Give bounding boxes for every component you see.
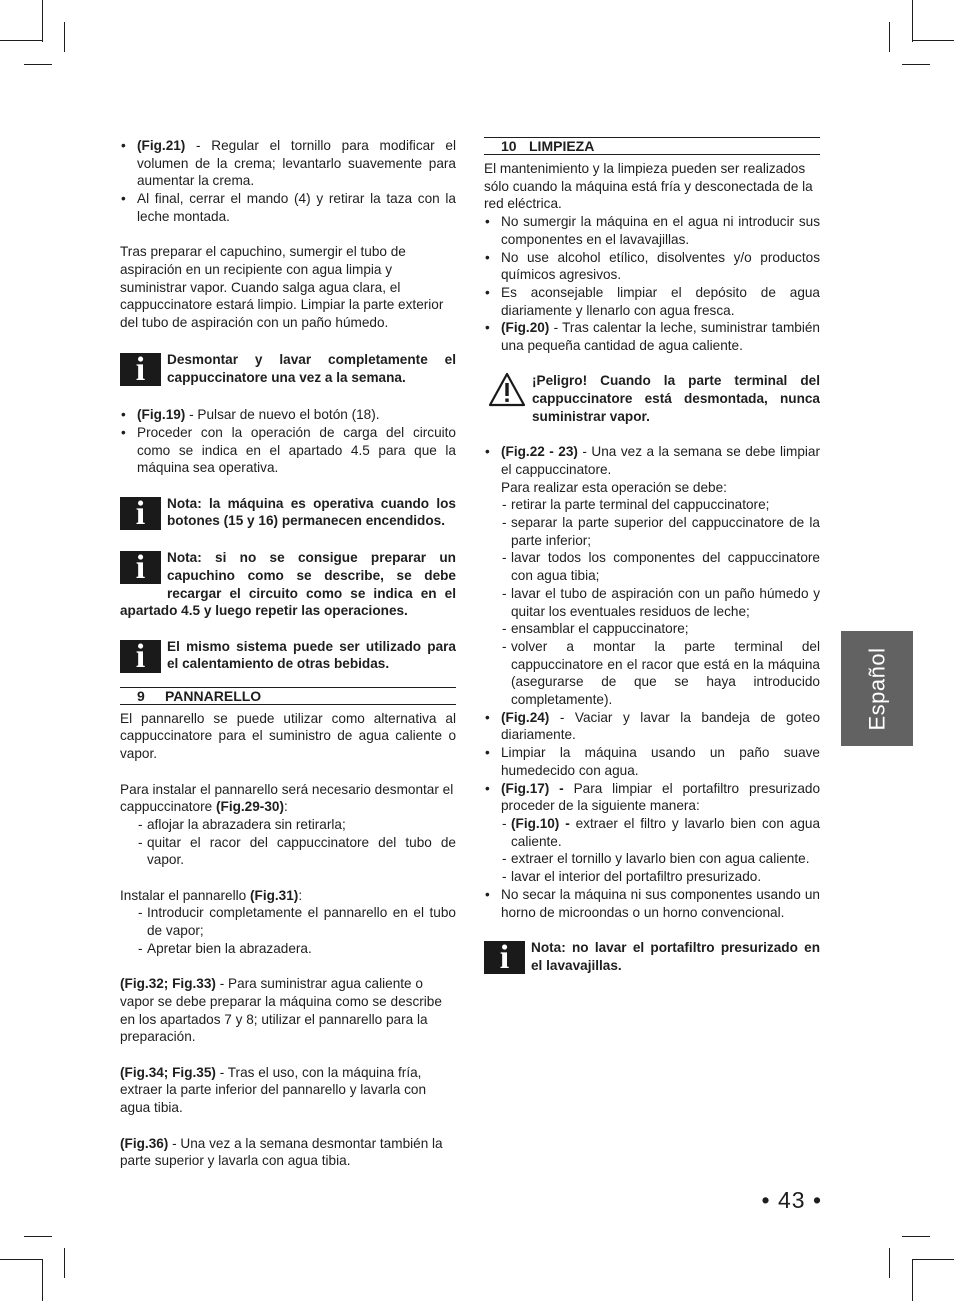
list-item: - lavar el interior del portafiltro presurizado. <box>484 868 820 886</box>
info-icon: i <box>120 353 161 386</box>
list-item: - Apretar bien la abrazadera. <box>120 940 456 958</box>
crop-mark <box>24 64 52 65</box>
paragraph: El mantenimiento y la limpieza pueden ser realizados sólo cuando la máquina está fría y desconectada de la red eléctrica. <box>484 161 813 212</box>
crop-mark <box>889 1248 890 1278</box>
crop-mark <box>42 1259 43 1301</box>
info-icon: i <box>120 497 161 530</box>
list-item: • (Fig.24) - Vaciar y lavar la bandeja de goteo diariamente. <box>484 709 820 744</box>
list-item: - aflojar la abrazadera sin retirarla; <box>120 816 456 834</box>
language-tab: Español <box>841 631 913 746</box>
list-item: - extraer el tornillo y lavarlo bien con agua caliente. <box>484 850 820 868</box>
crop-mark <box>24 1236 52 1237</box>
paragraph: Instalar el pannarello (Fig.31): <box>120 887 303 903</box>
crop-mark <box>889 22 890 52</box>
list-item: • (Fig.21) - Regular el tornillo para modificar el volumen de la crema; levantarlo suavemente para aumentar la crema. <box>120 137 456 190</box>
crop-mark <box>912 1259 954 1260</box>
list-item: - lavar el tubo de aspiración con un paño húmedo y quitar los eventuales residuos de leche; <box>484 585 820 620</box>
list-item: • (Fig.22 - 23) - Una vez a la semana se debe limpiar el cappuccinatore. <box>484 443 820 478</box>
list-item: • Proceder con la operación de carga del circuito como se indica en el apartado 4.5 para que la máquina sea operativa. <box>120 424 456 477</box>
info-note: i Nota: no lavar el portafiltro presurizado en el lavavajillas. <box>484 939 820 976</box>
list-item: - separar la parte superior del cappuccinatore de la parte inferior; <box>484 514 820 549</box>
crop-mark <box>0 1259 42 1260</box>
warning-icon <box>488 372 526 408</box>
paragraph: (Fig.36) - Una vez a la semana desmontar también la parte superior y lavarla con agua tibia. <box>120 1135 443 1169</box>
crop-mark <box>912 1259 913 1301</box>
info-note: i Nota: si no se consigue preparar un capuchino como se describe, se debe recargar el circuito como se indica en el apartado 4.5 y luego repetir las operaciones. <box>120 549 456 619</box>
crop-mark <box>902 1236 930 1237</box>
section-heading-pannarello: 9 PANNARELLO <box>120 687 456 705</box>
list-item: - volver a montar la parte terminal del cappuccinatore en el racor que está en la máquina (asegurarse de que se haya introducido completamente). <box>484 638 820 709</box>
paragraph: (Fig.32; Fig.33) - Para suministrar agua caliente o vapor se debe preparar la máquina como se describe en los apartados 7 y 8; utilizar el pannarello para la preparación. <box>120 976 442 1045</box>
info-icon: i <box>120 640 161 673</box>
page-number: • 43 • <box>761 1187 822 1213</box>
list-item: • Al final, cerrar el mando (4) y retirar la taza con la leche montada. <box>120 190 456 225</box>
crop-mark <box>912 40 954 41</box>
section-heading-limpieza: 10 LIMPIEZA <box>484 137 820 155</box>
list-item: - quitar el racor del cappuccinatore del tubo de vapor. <box>120 834 456 869</box>
list-item: - ensamblar el cappuccinatore; <box>484 620 820 638</box>
left-column <box>120 137 456 1170</box>
list-item: • No sumergir la máquina en el agua ni introducir sus componentes en el lavavajillas. <box>484 213 820 248</box>
crop-mark <box>902 64 930 65</box>
list-item: • No use alcohol etílico, disolventes y/o productos químicos agresivos. <box>484 249 820 284</box>
paragraph-capuchino-cleaning: Tras preparar el capuchino, sumergir el tubo de aspiración en un recipiente con agua limpia y suministrar vapor. Cuando salga agua clara, el cappuccinatore estará limpio. Limpiar la parte exterior del tubo de aspiración con un paño húmedo. <box>120 244 444 331</box>
info-note: i El mismo sistema puede ser utilizado para el calentamiento de otras bebidas. <box>120 638 456 675</box>
list-item: • (Fig.17) - Para limpiar el portafiltro presurizado proceder de la siguiente manera: <box>484 780 820 815</box>
crop-mark <box>64 22 65 52</box>
crop-mark <box>0 40 42 41</box>
paragraph: El pannarello se puede utilizar como alternativa al cappuccinatore para el suministro de agua caliente o vapor. <box>120 710 456 762</box>
warning-note: ¡Peligro! Cuando la parte terminal del cappuccinatore está desmontada, nunca suministrar vapor. <box>484 372 820 425</box>
paragraph: (Fig.34; Fig.35) - Tras el uso, con la máquina fría, extraer la parte inferior del pannarello y lavarla con agua tibia. <box>120 1064 427 1116</box>
list-item: - lavar todos los componentes del cappuccinatore con agua tibia; <box>484 549 820 584</box>
crop-mark <box>64 1248 65 1278</box>
list-item: - Introducir completamente el pannarello en el tubo de vapor; <box>120 904 456 939</box>
info-note: i Nota: la máquina es operativa cuando los botones (15 y 16) permanecen encendidos. <box>120 495 456 532</box>
paragraph: Para instalar el pannarello será necesario desmontar el cappuccinatore (Fig.29-30): <box>120 781 454 815</box>
list-item: - (Fig.10) - extraer el filtro y lavarlo bien con agua caliente. <box>484 815 820 850</box>
crop-mark <box>42 0 43 42</box>
list-item: - retirar la parte terminal del cappuccinatore; <box>484 496 820 514</box>
info-icon: i <box>484 941 525 974</box>
right-column <box>484 137 820 976</box>
info-note: i Desmontar y lavar completamente el cappuccinatore una vez a la semana. <box>120 351 456 388</box>
list-item: • (Fig.19) - Pulsar de nuevo el botón (18). <box>120 406 456 424</box>
crop-mark <box>912 0 913 42</box>
list-item: • Es aconsejable limpiar el depósito de agua diariamente y llenarlo con agua fresca. <box>484 284 820 319</box>
list-item: • Limpiar la máquina usando un paño suave humedecido con agua. <box>484 744 820 779</box>
list-item: • No secar la máquina ni sus componentes usando un horno de microondas o un horno convencional. <box>484 886 820 921</box>
paragraph: Para realizar esta operación se debe: <box>501 479 727 495</box>
list-item: • (Fig.20) - Tras calentar la leche, suministrar también una pequeña cantidad de agua caliente. <box>484 319 820 354</box>
info-icon: i <box>120 551 161 584</box>
